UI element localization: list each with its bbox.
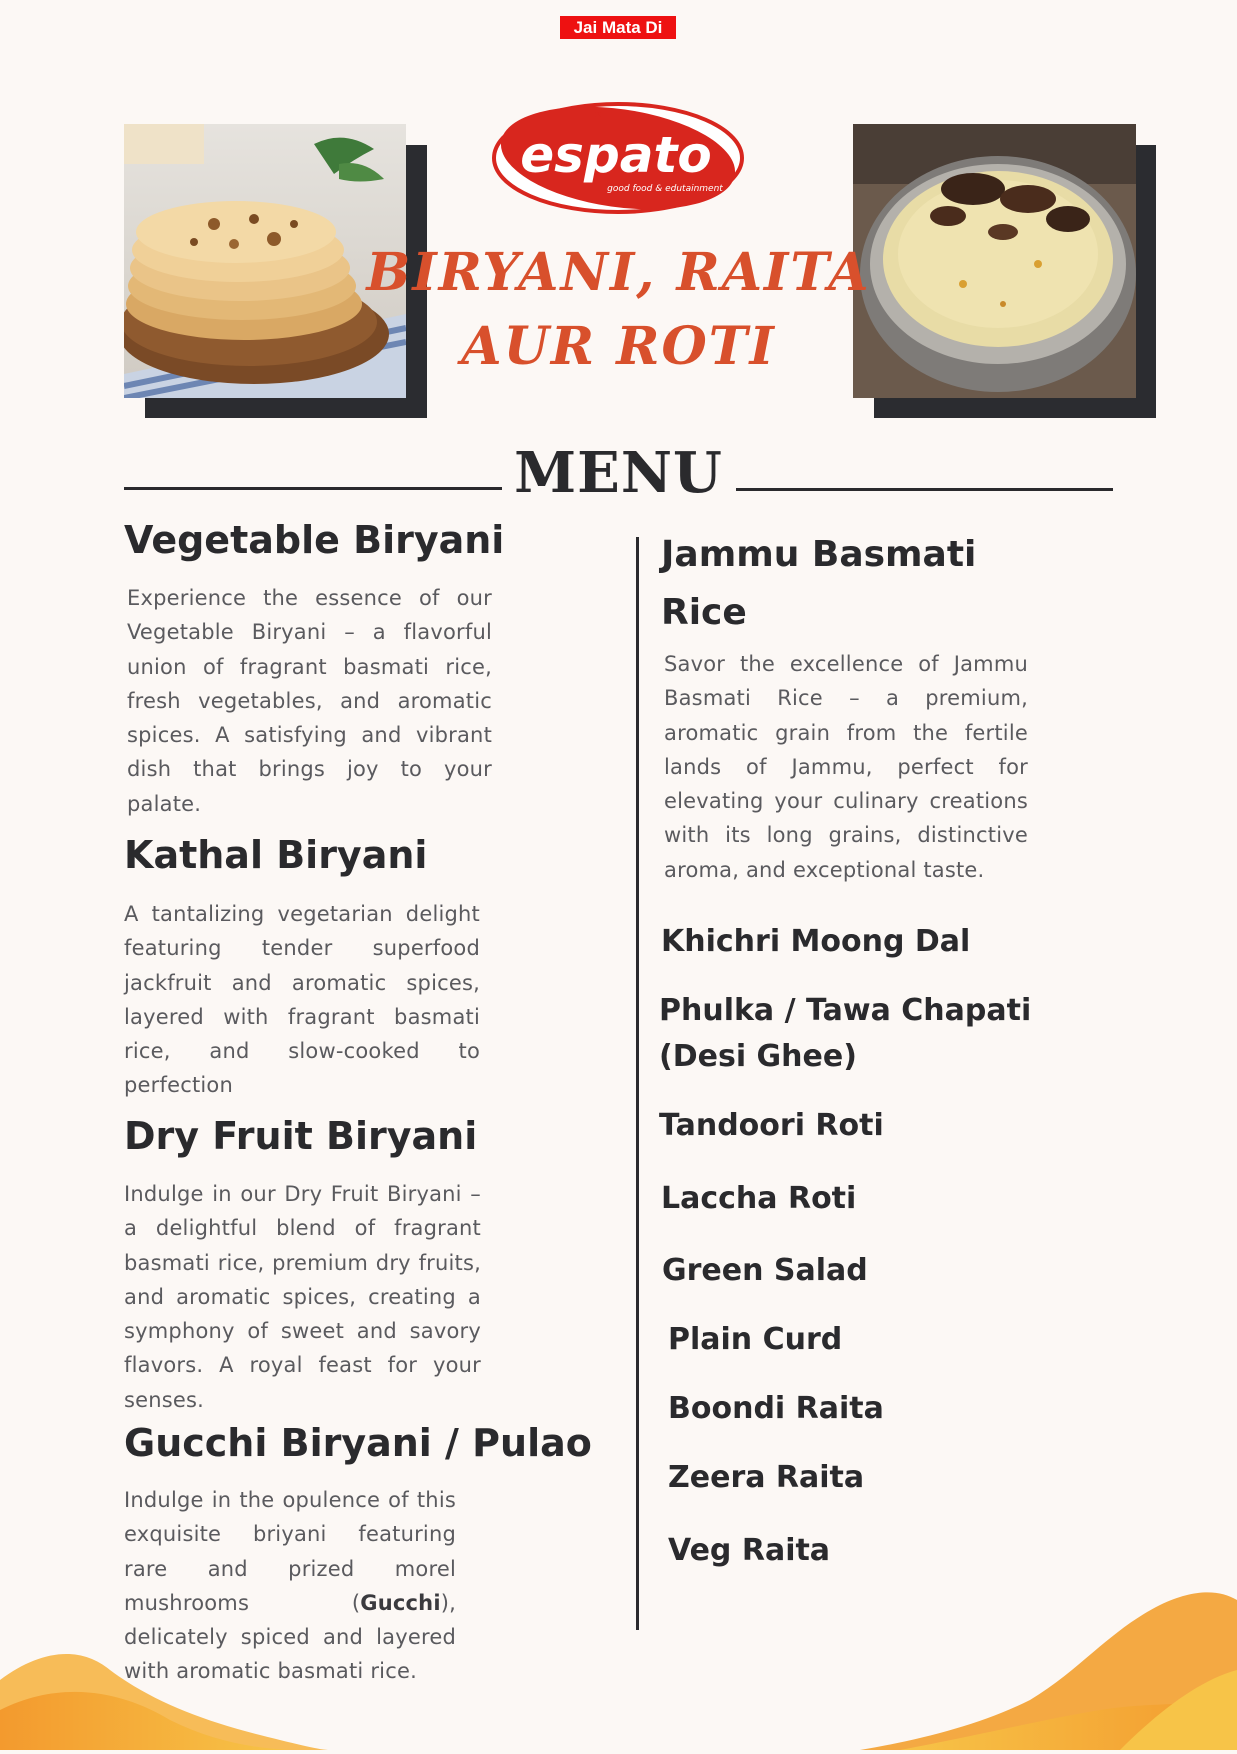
dish-title-jammu-basmati-line1: Jammu Basmati <box>661 534 977 575</box>
dish-title-kathal-biryani: Kathal Biryani <box>124 833 428 877</box>
dish-title-gucchi-biryani: Gucchi Biryani / Pulao <box>124 1421 592 1465</box>
dish-title-vegetable-biryani: Vegetable Biryani <box>124 518 505 562</box>
decorative-waves <box>0 1560 1237 1750</box>
menu-item-veg-raita: Veg Raita <box>668 1533 831 1568</box>
menu-rule-right <box>736 488 1113 491</box>
menu-item-khichri-moong-dal: Khichri Moong Dal <box>661 924 971 959</box>
menu-item-plain-curd: Plain Curd <box>668 1322 843 1357</box>
menu-item-zeera-raita: Zeera Raita <box>668 1460 865 1495</box>
header-badge: Jai Mata Di <box>560 16 676 39</box>
logo-tagline: good food & edutainment <box>607 184 723 194</box>
menu-item-phulka-chapati: Phulka / Tawa Chapati <box>659 993 1032 1028</box>
gucchi-desc-part2: ), delicately spiced and layered with aromatic basmati rice. <box>124 1590 456 1684</box>
dish-desc-jammu-basmati: Savor the excellence of Jammu Basmati Rice – a premium, aromatic grain from the fertile lands of Jammu, perfect for elevating your culinary creations with its long grains, distinctive aroma, and exceptional taste. <box>664 652 1028 882</box>
dish-desc-kathal-biryani: A tantalizing vegetarian delight featuring tender superfood jackfruit and aromatic spices, layered with fragrant basmati rice, and slow-cooked to perfection <box>124 902 480 1098</box>
menu-item-green-salad: Green Salad <box>662 1253 868 1288</box>
menu-item-boondi-raita: Boondi Raita <box>668 1391 884 1426</box>
menu-rule-left <box>124 487 502 490</box>
logo-mark: (R) <box>594 112 602 118</box>
column-divider <box>636 537 639 1630</box>
gucchi-desc-part1: Indulge in the opulence of this exquisite briyani featuring rare and prized morel mushrooms ( <box>124 1488 456 1615</box>
dish-desc-dry-fruit-biryani: Indulge in our Dry Fruit Biryani – a delightful blend of fragrant basmati rice, premium dry fruits, and aromatic spices, creating a symphony of sweet and savory flavors. A royal feast for your senses. <box>124 1182 481 1412</box>
page-title-line1: BIRYANI, RAITA <box>366 242 871 303</box>
gucchi-desc-bold: Gucchi <box>360 1590 441 1615</box>
dish-title-jammu-basmati-line2: Rice <box>661 592 747 633</box>
menu-item-phulka-chapati-note: (Desi Ghee) <box>659 1039 857 1074</box>
dish-title-dry-fruit-biryani: Dry Fruit Biryani <box>124 1114 478 1158</box>
menu-heading: MENU <box>514 440 723 506</box>
page-title-line2: AUR ROTI <box>461 316 776 377</box>
menu-item-laccha-roti: Laccha Roti <box>661 1181 857 1216</box>
logo-wordmark: espato <box>520 126 712 184</box>
espato-logo <box>490 100 746 216</box>
dish-desc-vegetable-biryani: Experience the essence of our Vegetable Biryani – a flavorful union of fragrant basmati rice, fresh vegetables, and aromatic spices. A satisfying and vibrant dish that brings joy to your palate. <box>127 586 492 816</box>
menu-item-tandoori-roti: Tandoori Roti <box>659 1108 884 1143</box>
